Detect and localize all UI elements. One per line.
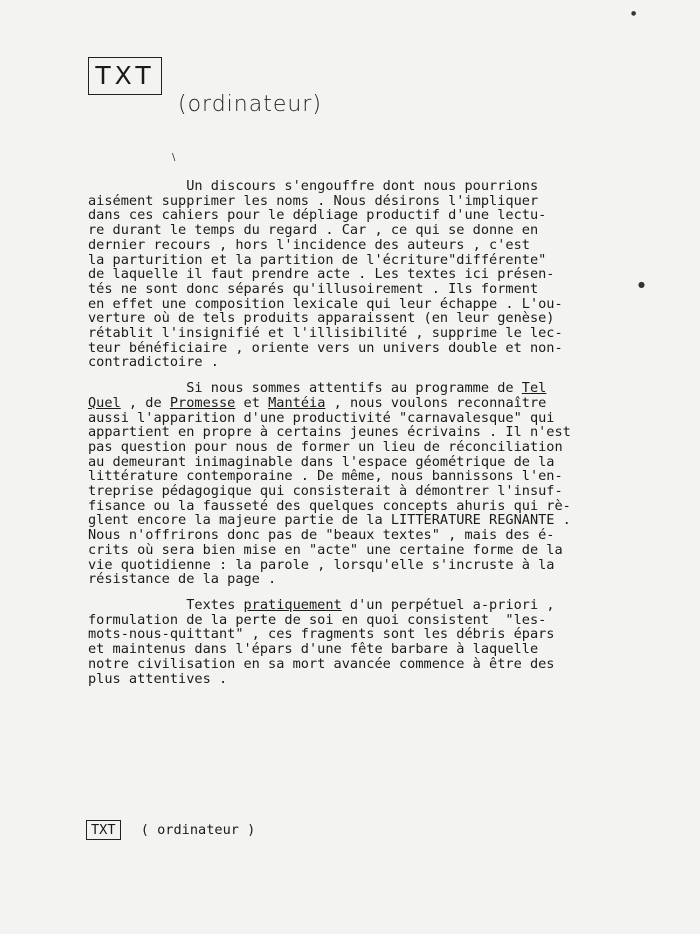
text-line: tés ne sont donc séparés qu'illusoirement . Ils forment bbox=[88, 280, 539, 297]
text-line: re durant le temps du regard . Car , ce qui se donne en bbox=[88, 222, 539, 239]
text-line: Textes pratiquement d'un perpétuel a-priori , bbox=[88, 596, 555, 613]
text-line: au demeurant inimaginable dans l'espace géométrique de la bbox=[88, 453, 555, 470]
text-line: Nous n'offrirons donc pas de "beaux textes" , mais des é- bbox=[88, 527, 555, 544]
stray-mark: \ bbox=[172, 152, 176, 163]
text-line: notre civilisation en sa mort avancée commence à être des bbox=[88, 655, 555, 672]
text-line: verture où de tels produits apparaissent (en leur genèse) bbox=[88, 310, 555, 327]
txt-logo: TXT bbox=[88, 57, 162, 95]
text-line: dernier recours , hors l'incidence des auteurs , c'est bbox=[88, 236, 530, 253]
footer bbox=[86, 820, 255, 840]
text-line: fisance ou la fausseté des quelques concepts ahuris qui rè- bbox=[88, 497, 571, 514]
text-line: formulation de la perte de soi en quoi consistent "les- bbox=[88, 611, 547, 628]
text-line: en effet une composition lexicale qui leur échappe . L'ou- bbox=[88, 295, 563, 312]
text-line: glent encore la majeure partie de la LITTERATURE REGNANTE . bbox=[88, 512, 571, 529]
text-line: plus attentives . bbox=[88, 670, 228, 687]
text-line: mots-nous-quittant" , ces fragments sont les débris épars bbox=[88, 626, 555, 643]
text-line: teur bénéficiaire , oriente vers un univers double et non- bbox=[88, 339, 563, 356]
text-line: dans ces cahiers pour le dépliage productif d'une lectu- bbox=[88, 207, 547, 224]
text-line: Quel , de Promesse et Mantéia , nous voulons reconnaître bbox=[88, 394, 547, 411]
footer-text: ( ordinateur ) bbox=[140, 822, 256, 838]
text-line: appartient en propre à certains jeunes écrivains . Il n'est bbox=[88, 424, 571, 441]
footer-logo: TXT bbox=[86, 820, 121, 840]
logo-subtitle: (ordinateur) bbox=[178, 92, 322, 117]
text-line: treprise pédagogique qui consisterait à démontrer l'insuf- bbox=[88, 483, 563, 500]
paragraph bbox=[88, 598, 628, 686]
text-line: Si nous sommes attentifs au programme de Tel bbox=[88, 380, 547, 397]
text-line: de laquelle il faut prendre acte . Les textes ici présen- bbox=[88, 266, 555, 283]
text-line: vie quotidienne : la parole , lorsqu'elle s'incruste à la bbox=[88, 556, 555, 573]
text-line: résistance de la page . bbox=[88, 571, 277, 588]
paragraph bbox=[88, 179, 628, 370]
text-line: crits où sera bien mise en "acte" une certaine forme de la bbox=[88, 541, 563, 558]
text-line: littérature contemporaine . De même, nous bannissons l'en- bbox=[88, 468, 563, 485]
text-line: aisément supprimer les noms . Nous désirons l'impliquer bbox=[88, 192, 539, 209]
text-line: la parturition et la partition de l'écriture"différente" bbox=[88, 251, 547, 268]
text-line: contradictoire . bbox=[88, 354, 219, 371]
paragraph bbox=[88, 381, 628, 587]
text-line: pas question pour nous de former un lieu de réconciliation bbox=[88, 438, 563, 455]
text-line: et maintenus dans l'épars d'une fête barbare à laquelle bbox=[88, 641, 539, 658]
stray-dot-top: ● bbox=[631, 10, 637, 17]
text-line: Un discours s'engouffre dont nous pourrions bbox=[88, 178, 539, 194]
text-line: rétablit l'insignifié et l'illisibilité , supprime le lec- bbox=[88, 325, 563, 342]
text-line: aussi l'apparition d'une productivité "carnavalesque" qui bbox=[88, 409, 555, 426]
stray-dot: ● bbox=[638, 280, 645, 289]
body-text bbox=[88, 179, 628, 686]
